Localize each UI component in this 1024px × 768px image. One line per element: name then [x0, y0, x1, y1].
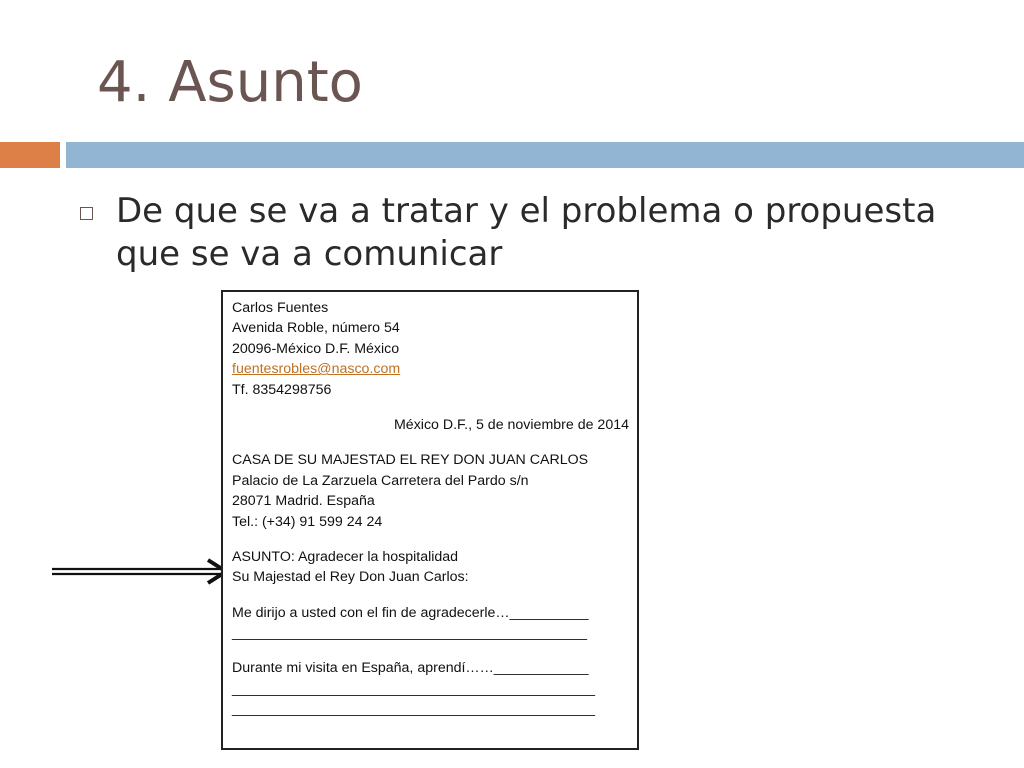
slide-title: 4. Asunto — [97, 50, 363, 115]
accent-bar-blue — [66, 142, 1024, 168]
recipient-phone: Tel.: (+34) 91 599 24 24 — [232, 513, 383, 530]
recipient-street: Palacio de La Zarzuela Carretera del Pardo s/n — [232, 472, 529, 489]
letter-date: México D.F., 5 de noviembre de 2014 — [393, 416, 629, 433]
recipient-name: CASA DE SU MAJESTAD EL REY DON JUAN CARLOS — [232, 452, 589, 469]
sender-city: 20096-México D.F. México — [232, 340, 400, 357]
body-paragraph-2-line-1: Durante mi visita en España, aprendí……____________ — [232, 660, 589, 677]
body-paragraph-2-line-2: ______________________________________________ — [232, 680, 595, 697]
sender-email-link[interactable]: fuentesrobles@nasco.com — [232, 361, 401, 378]
recipient-city: 28071 Madrid. España — [232, 493, 375, 510]
sender-name: Carlos Fuentes — [232, 300, 329, 316]
body-paragraph-2-line-3: ______________________________________________ — [232, 701, 595, 718]
bullet-square-icon — [80, 207, 93, 220]
body-paragraph-1-line-1: Me dirijo a usted con el fin de agradecerle…__________ — [232, 604, 589, 621]
body-paragraph-1-line-2: _____________________________________________ — [232, 625, 588, 642]
letter-salutation: Su Majestad el Rey Don Juan Carlos: — [232, 569, 469, 586]
letter-subject: ASUNTO: Agradecer la hospitalidad — [232, 548, 459, 565]
sender-street: Avenida Roble, número 54 — [232, 320, 400, 337]
accent-bar-orange — [0, 142, 60, 168]
sender-phone: Tf. 8354298756 — [232, 381, 332, 398]
bullet-text: De que se va a tratar y el problema o propuesta que se va a comunicar — [116, 191, 937, 274]
letter-example — [221, 290, 639, 750]
right-arrow-icon — [50, 558, 235, 588]
